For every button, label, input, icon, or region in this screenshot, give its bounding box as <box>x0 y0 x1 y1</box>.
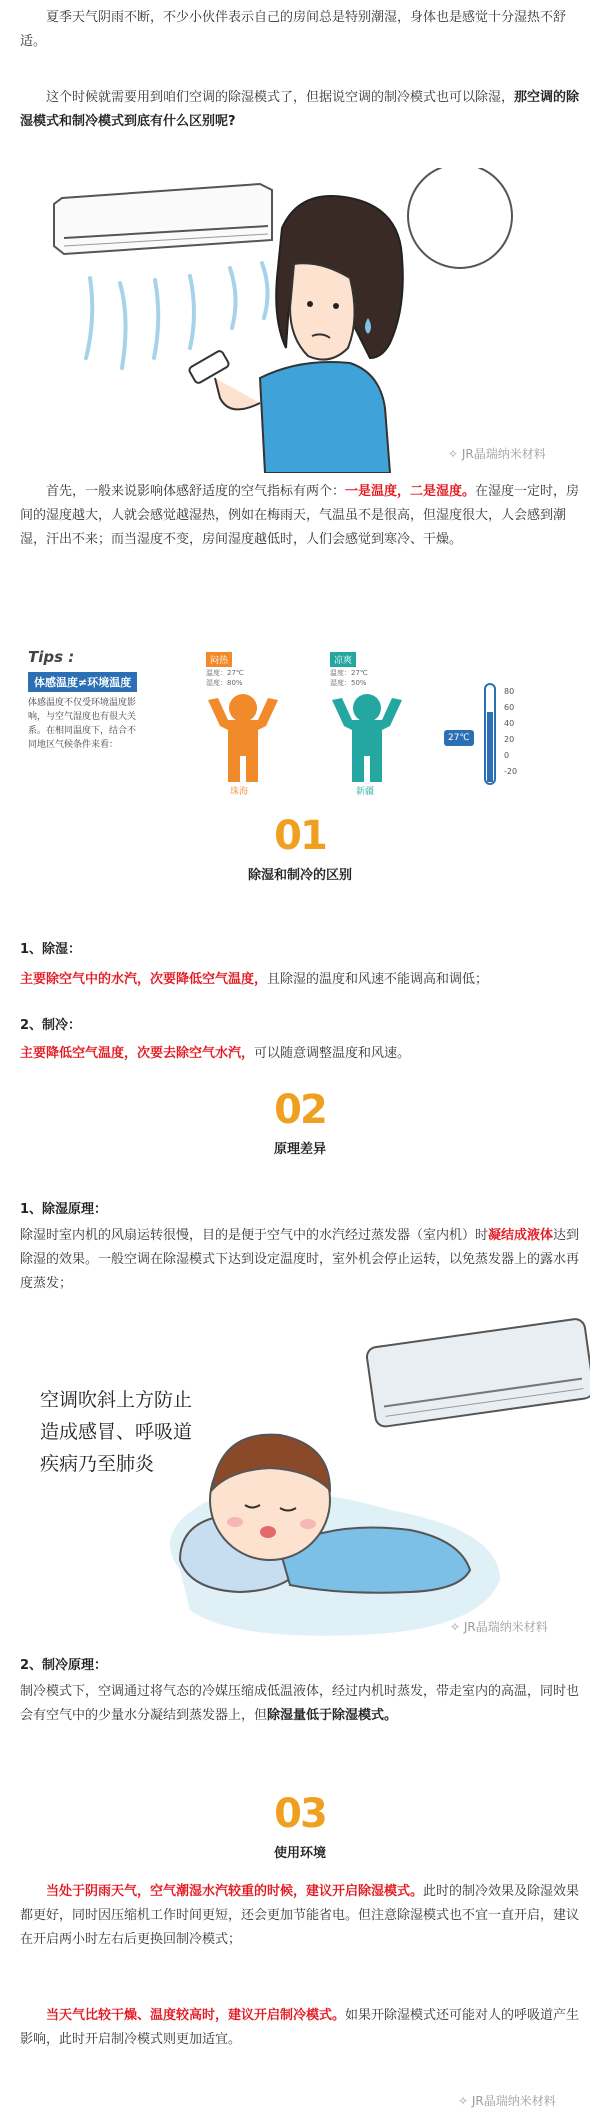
text: 如果开除湿模式还可能对人的呼吸道产生影响，此时开启制冷模式则更加适宜。 <box>20 2008 580 2047</box>
subheading-dehumidify: 1、除湿： <box>20 942 82 957</box>
cooling-line <box>20 1042 580 1066</box>
text: 在湿度一定时，房间的湿度越大，人就会感觉越湿热，例如在梅雨天，气温虽不是很高，但湿度很大，人会感到潮湿，汗出不来；而当湿度不变，房间湿度越低时，人们会感觉到寒冷、干燥。 <box>20 484 580 547</box>
tips-title: Tips : <box>28 648 75 666</box>
wechat-icon: ✧ <box>450 1620 464 1634</box>
text: 达到除湿的效果。一般空调在除湿模式下达到设定温度时，室外机会停止运转，以免蒸发器上的露水再度蒸发； <box>20 1228 580 1291</box>
cool-stats: 温度：27℃ 湿度：50% <box>330 669 368 687</box>
watermark-text: JR晶瑞纳米材料 <box>471 2094 556 2108</box>
section-number-badge <box>268 1790 332 1838</box>
tips-badge: 体感温度≠环境温度 <box>28 672 137 692</box>
section-03-header <box>0 1790 600 1861</box>
person-hot-icon <box>198 690 288 786</box>
usage-paragraph-1 <box>20 1880 580 1952</box>
section-02-header <box>0 1086 600 1157</box>
woman-ac-illustration <box>50 168 590 473</box>
thermometer-icon <box>480 682 500 792</box>
cool-tag: 凉爽 <box>330 652 356 667</box>
handwriting-line: 空调吹斜上方防止 <box>40 1389 193 1411</box>
intro-text: 这个时候就需要用到咱们空调的除湿模式了，但据说空调的制冷模式也可以除湿， <box>46 90 515 105</box>
highlight-text: 主要除空气中的水汽，次要降低空气温度， <box>20 972 268 987</box>
section-title: 原理差异 <box>273 1142 326 1157</box>
text: 首先，一般来说影响体感舒适度的空气指标有两个： <box>46 484 346 499</box>
ac-unit-icon <box>366 1318 590 1428</box>
highlight-text: 当天气比较干燥、温度较高时，建议开启制冷模式。 <box>46 2008 346 2023</box>
ac-unit-icon <box>54 184 272 254</box>
dehumidify-principle-paragraph <box>20 1224 580 1296</box>
watermark-text: JR晶瑞纳米材料 <box>461 447 546 461</box>
watermark <box>458 2092 556 2109</box>
intro-text: 夏季天气阴雨不断，不少小伙伴表示自己的房间总是特别潮湿，身体也是感觉十分湿热不舒适。 <box>20 10 567 49</box>
section-title: 除湿和制冷的区别 <box>247 868 352 883</box>
highlight-text: 一是温度，二是湿度。 <box>345 484 476 499</box>
hot-city: 珠海 <box>230 787 249 797</box>
tips-infographic <box>28 648 568 798</box>
person-cool-icon <box>322 690 412 786</box>
highlight-text: 凝结成液体 <box>488 1228 554 1243</box>
text: 且除湿的温度和风速不能调高和调低； <box>267 972 489 987</box>
tips-text: 体感温度不仅受环境温度影响，与空气湿度也有很大关系。在相同温度下，结合不同地区气候条件来看： <box>28 698 137 750</box>
subheading-dehumidify-principle: 1、除湿原理： <box>20 1202 108 1217</box>
highlight-text: 主要降低空气温度，次要去除空气水汽， <box>20 1046 255 1061</box>
hot-tag: 闷热 <box>206 652 232 667</box>
highlight-text: 当处于阴雨天气，空气潮湿水汽较重的时候，建议开启除湿模式。 <box>46 1884 424 1899</box>
watermark <box>450 1618 548 1635</box>
thermo-ticks: 80 60 40 20 0 -20 <box>504 687 518 776</box>
hot-stats: 温度：27℃ 湿度：80% <box>206 669 244 687</box>
watermark-text: JR晶瑞纳米材料 <box>463 1620 548 1634</box>
intro-paragraph-1 <box>20 6 580 54</box>
section-number: 01 <box>274 813 326 859</box>
cool-city: 新疆 <box>356 787 375 797</box>
section-number-badge <box>268 1086 332 1134</box>
text: 可以随意调整温度和风速。 <box>254 1046 411 1061</box>
text: 制冷模式下，空调通过将气态的冷媒压缩成低温液体，经过内机时蒸发，带走室内的高温，同时也会有空气中的少量水分凝结到蒸发器上，但 <box>20 1684 580 1723</box>
usage-paragraph-2 <box>20 2004 580 2052</box>
intro-paragraph-2 <box>20 86 580 134</box>
wechat-icon: ✧ <box>448 447 462 461</box>
section-01-header <box>0 812 600 883</box>
cooling-principle-paragraph <box>20 1680 580 1728</box>
watermark <box>448 445 546 462</box>
subheading-cooling-principle: 2、制冷原理： <box>20 1658 108 1673</box>
text: 此时的制冷效果及除湿效果都更好，同时因压缩机工作时间更短，还会更加节能省电。但注意除湿模式也不宜一直开启，建议在开启两小时左右后更换回制冷模式； <box>20 1884 580 1947</box>
section-number-badge <box>268 812 332 860</box>
handwriting-note <box>40 1384 192 1480</box>
indicators-paragraph <box>20 480 580 552</box>
section-title: 使用环境 <box>273 1846 326 1861</box>
handwriting-line: 造成感冒、呼吸道 <box>40 1421 193 1443</box>
intro-question: 那空调的除湿模式和制冷模式到底有什么区别呢? <box>20 90 580 129</box>
subheading-cooling: 2、制冷： <box>20 1018 82 1033</box>
handwriting-line: 疾病乃至肺炎 <box>40 1453 155 1475</box>
wechat-icon: ✧ <box>458 2094 472 2108</box>
text: 除湿时室内机的风扇运转很慢，目的是便于空气中的水汽经过蒸发器（室内机）时 <box>20 1228 489 1243</box>
section-number: 02 <box>274 1087 326 1133</box>
thermo-label: 27℃ <box>444 730 474 746</box>
dehumidify-line <box>20 968 580 992</box>
section-number: 03 <box>274 1791 326 1837</box>
bold-text: 除湿量低于除湿模式。 <box>267 1708 398 1723</box>
